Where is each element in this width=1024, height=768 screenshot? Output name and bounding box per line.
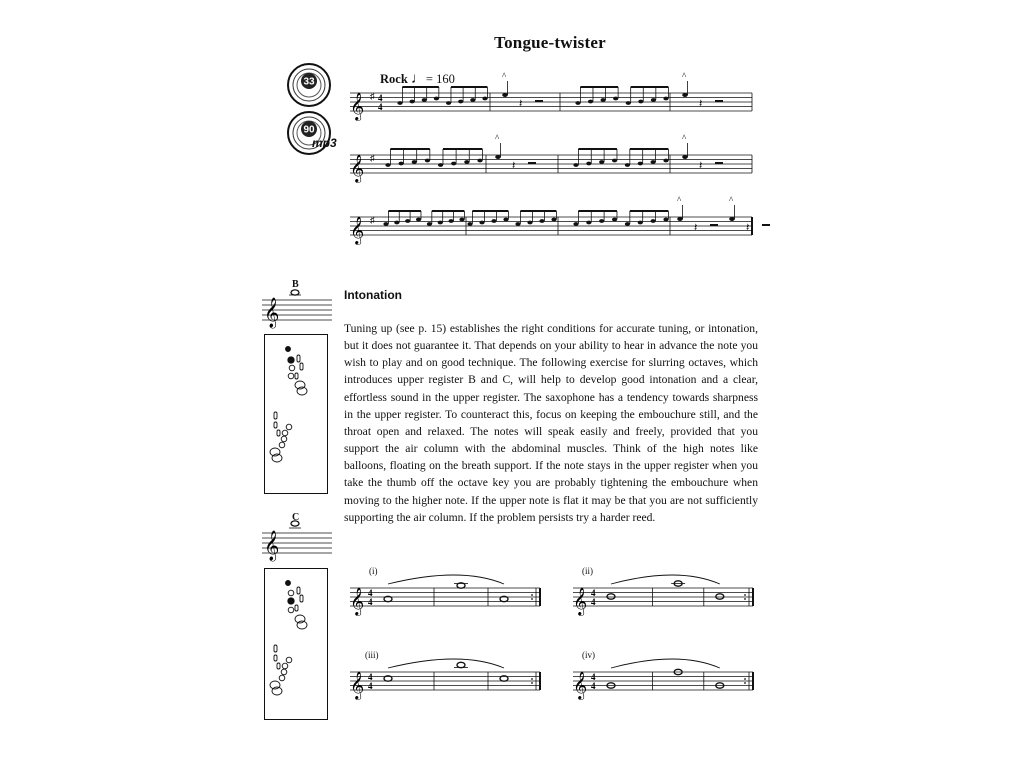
svg-text:4: 4 [368,588,373,598]
svg-text:^: ^ [729,195,734,205]
svg-text:𝄽: 𝄽 [699,98,703,110]
svg-text:𝄞: 𝄞 [264,298,280,328]
exercise-3-staff [344,658,544,708]
svg-text:𝄽: 𝄽 [512,160,516,172]
cd-track-number: 33 [303,76,315,88]
svg-text:𝄞: 𝄞 [350,671,365,699]
svg-text:^: ^ [682,71,687,81]
exercise-4-staff [567,658,757,708]
exercise-2-staff [567,574,757,624]
svg-text:𝄞: 𝄞 [264,531,280,561]
svg-text:𝄞: 𝄞 [350,216,365,244]
svg-text:♯: ♯ [370,153,375,163]
svg-text:4: 4 [591,681,596,691]
svg-text:^: ^ [682,133,687,143]
svg-text:𝄽: 𝄽 [519,98,523,110]
fingering-staff-c [262,521,332,561]
fingering-staff-b [262,288,332,328]
svg-text:4: 4 [368,681,373,691]
svg-text:4: 4 [591,588,596,598]
svg-text:^: ^ [495,133,500,143]
section-heading: Intonation [344,288,402,302]
mp3-label: mp3 [312,136,337,150]
svg-text:𝄞: 𝄞 [350,587,365,615]
svg-text:𝄞: 𝄞 [350,92,365,120]
svg-text:𝄞: 𝄞 [573,671,588,699]
svg-text:4: 4 [591,672,596,682]
svg-text:^: ^ [502,71,507,81]
body-paragraph: Tuning up (see p. 15) establishes the right conditions for accurate tuning, or intonation, but it does not guarantee it. That depends on your ability to hear in advance the note you wish to play and on good technique. The following exercise for slurring octaves, which introduces upper register B and C, will help to develop good intonation and a clear, effortless sound in the upper register. The saxophone has a tendency towards sharpness in the upper register. To counteract this, focus on keeping the embouchure still, and the throat open and relaxed. The notes will speak easily and freely, provided that you support the air column with the abdominal muscles. Think of the high notes like balloons, floating on the breath support. If the note stays in the upper register when you take the thumb off the octave key you are probably tightening the embouchure when moving to the higher note. If the upper note is flat it may be that you are not sufficiently supporting the air column. If the problem persists try a harder reed. [344,322,758,524]
quarter-note-icon: ♩ [410,71,426,87]
svg-text:4: 4 [378,93,383,103]
fingering-note-c: C [292,512,300,523]
svg-text:4: 4 [368,672,373,682]
exercise-label-3: (iii) [365,650,379,660]
svg-text:𝄽: 𝄽 [699,160,703,172]
exercise-label-1: (i) [369,566,378,576]
tempo-value: = 160 [425,72,455,86]
page-title: Tongue-twister [494,33,606,52]
mp3-track-number: 90 [303,124,315,136]
svg-text:♯: ♯ [370,215,375,225]
fingering-note-b: B [292,279,299,290]
svg-text:♯: ♯ [370,91,375,101]
svg-text:𝄽: 𝄽 [694,222,698,234]
tempo-label: Rock [380,72,408,86]
exercise-label-2: (ii) [582,566,593,576]
exercise-1-staff [344,574,544,624]
svg-text:4: 4 [591,597,596,607]
svg-text:4: 4 [368,597,373,607]
fingering-chart-b [264,334,328,494]
exercise-label-4: (iv) [582,650,595,660]
cd-track-icon [286,62,332,108]
fingering-chart-c [264,568,328,720]
svg-text:𝄽: 𝄽 [746,222,750,234]
svg-text:𝄞: 𝄞 [573,587,588,615]
svg-text:^: ^ [677,195,682,205]
svg-text:4: 4 [378,102,383,112]
svg-text:𝄞: 𝄞 [350,154,365,182]
